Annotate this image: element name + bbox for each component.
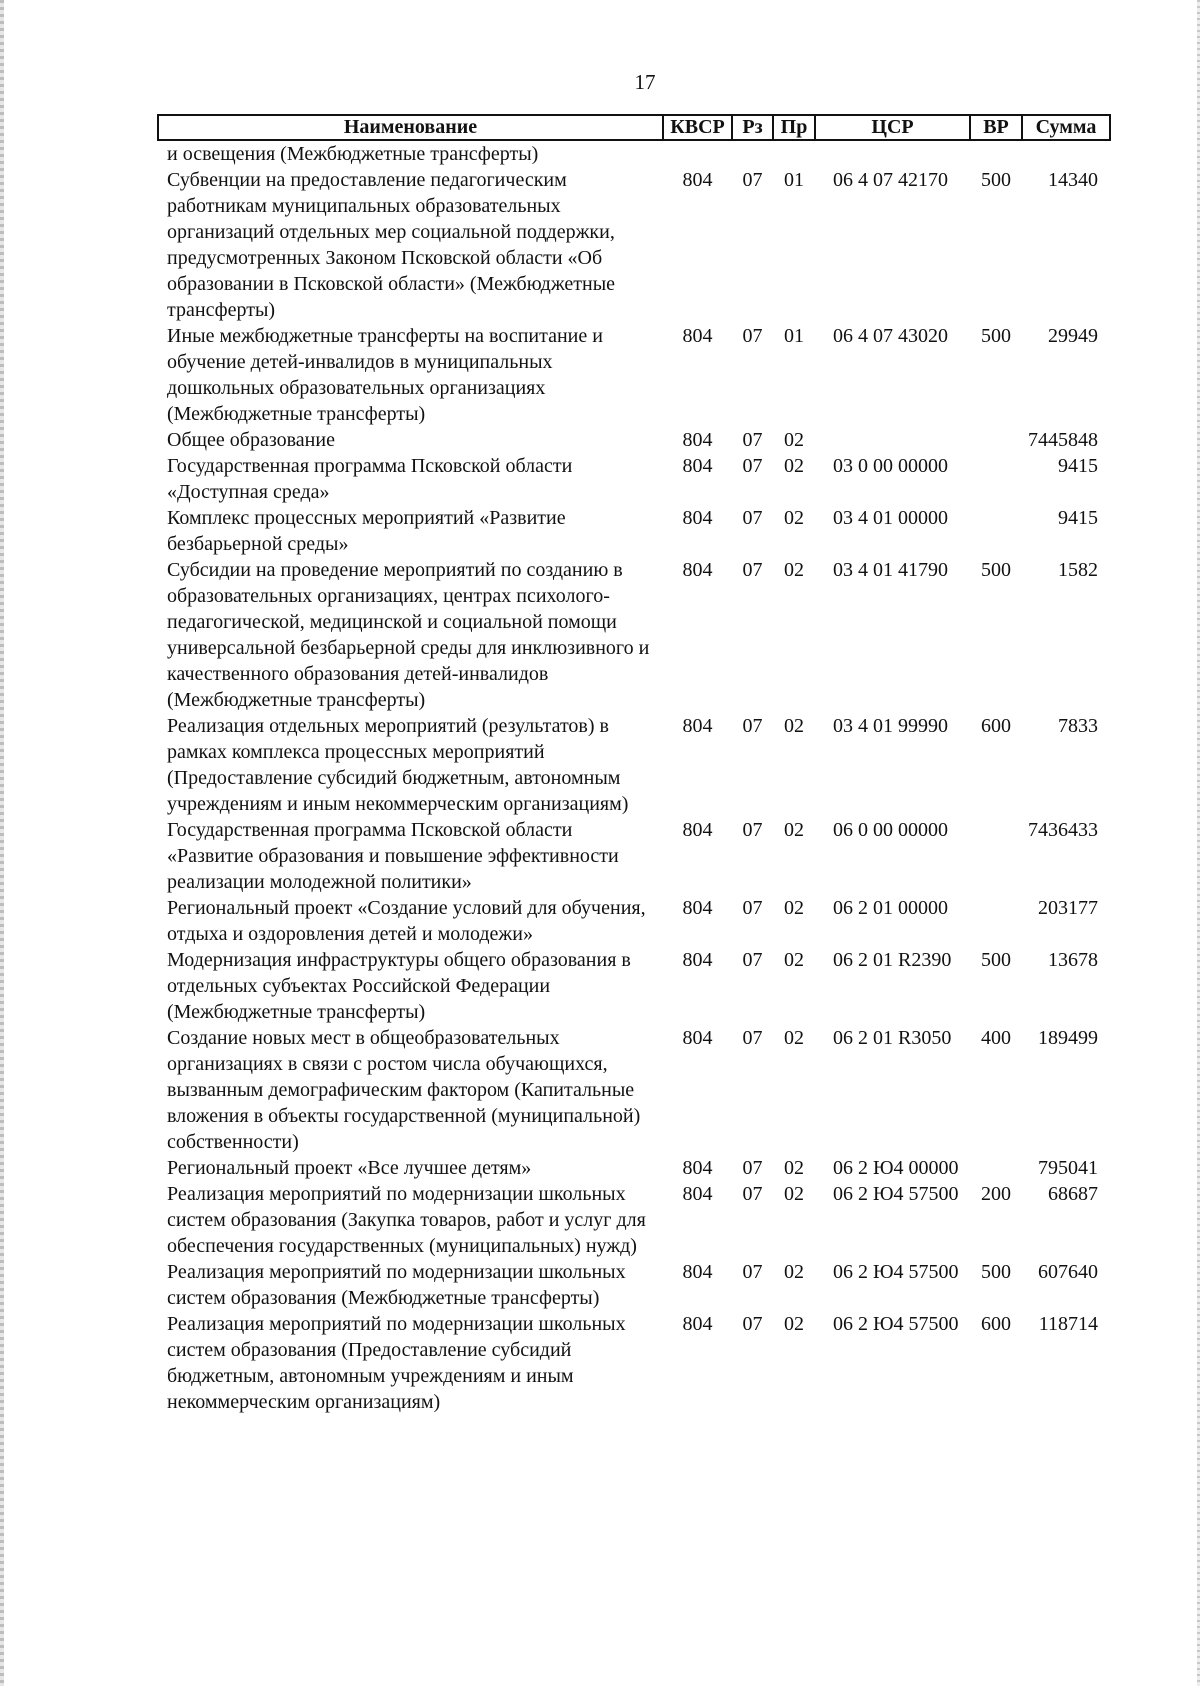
- cell-sum: 1582: [1058, 559, 1098, 581]
- table-row: [158, 1155, 1110, 1181]
- cell-name: Реализация отдельных мероприятий (результатов) в рамках комплекса процессных мероприятий (Предоставление субсидий бюджетным, автономным учреждениям и иным некоммерческим организациям): [167, 715, 629, 815]
- cell-kvsr: 804: [682, 1027, 713, 1049]
- cell-vr: 500: [981, 1261, 1011, 1283]
- cell-csr: 06 2 01 R3050: [833, 1027, 952, 1049]
- cell-kvsr: 804: [682, 897, 713, 919]
- cell-name: Субсидии на проведение мероприятий по созданию в образовательных организациях, центрах психолого-педагогической, медицинской и социальной помощи универсальной безбарьерной среды для инклюзивного и качественного образования детей-инвалидов (Межбюджетные трансферты): [167, 559, 650, 711]
- cell-vr: 500: [981, 949, 1011, 971]
- table-row: [158, 947, 1110, 1025]
- cell-rz: 07: [742, 1157, 763, 1179]
- cell-kvsr: 804: [682, 1183, 713, 1205]
- table-header-row: [158, 115, 1110, 140]
- cell-name: Реализация мероприятий по модернизации школьных систем образования (Предоставление субсидий бюджетным, автономным учреждениям и иным некоммерческим организациям): [167, 1313, 626, 1413]
- cell-csr: 03 4 01 99990: [833, 715, 948, 737]
- cell-kvsr: 804: [682, 1261, 713, 1283]
- cell-name: Реализация мероприятий по модернизации школьных систем образования (Закупка товаров, работ и услуг для обеспечения государственных (муниципальных) нужд): [167, 1183, 646, 1257]
- cell-sum: 14340: [1048, 169, 1098, 191]
- cell-csr: 03 4 01 00000: [833, 507, 948, 529]
- cell-rz: 07: [742, 949, 763, 971]
- header-name: Наименование: [158, 115, 663, 140]
- cell-name: и освещения (Межбюджетные трансферты): [167, 143, 539, 165]
- cell-vr: 600: [981, 1313, 1011, 1335]
- cell-sum: 7833: [1058, 715, 1098, 737]
- cell-csr: 06 4 07 43020: [833, 325, 948, 347]
- cell-vr: [970, 505, 1022, 557]
- cell-sum: 795041: [1038, 1157, 1098, 1179]
- scan-edge-left: [0, 0, 4, 1686]
- cell-pr: 02: [784, 429, 804, 451]
- cell-kvsr: 804: [682, 507, 713, 529]
- cell-csr: 03 4 01 41790: [833, 559, 948, 581]
- page-number: 17: [634, 70, 656, 94]
- cell-name: Иные межбюджетные трансферты на воспитание и обучение детей-инвалидов в муниципальных дошкольных образовательных организациях (Межбюджетные трансферты): [167, 325, 603, 425]
- cell-rz: 07: [742, 1183, 763, 1205]
- cell-vr: [970, 140, 1022, 167]
- table-row: [158, 453, 1110, 505]
- cell-sum: 68687: [1048, 1183, 1098, 1205]
- cell-csr: 06 2 Ю4 57500: [833, 1313, 959, 1335]
- table-row: [158, 427, 1110, 453]
- cell-pr: 02: [784, 897, 804, 919]
- table-row: [158, 817, 1110, 895]
- cell-pr: 01: [784, 325, 804, 347]
- cell-kvsr: 804: [682, 559, 713, 581]
- cell-sum: 203177: [1038, 897, 1098, 919]
- cell-pr: 02: [784, 715, 804, 737]
- cell-sum: [1022, 140, 1110, 167]
- table-row: [158, 323, 1110, 427]
- cell-kvsr: 804: [682, 715, 713, 737]
- cell-rz: 07: [742, 455, 763, 477]
- cell-vr: 200: [981, 1183, 1011, 1205]
- table-row: [158, 557, 1110, 713]
- cell-rz: 07: [742, 559, 763, 581]
- cell-sum: 13678: [1048, 949, 1098, 971]
- cell-rz: 07: [742, 429, 763, 451]
- cell-csr: 06 2 01 R2390: [833, 949, 952, 971]
- cell-kvsr: [663, 140, 732, 167]
- cell-csr: 06 2 Ю4 00000: [833, 1157, 959, 1179]
- cell-sum: 189499: [1038, 1027, 1098, 1049]
- cell-vr: [970, 817, 1022, 895]
- cell-pr: [773, 140, 815, 167]
- cell-kvsr: 804: [682, 1157, 713, 1179]
- cell-vr: 600: [981, 715, 1011, 737]
- cell-name: Субвенции на предоставление педагогическим работникам муниципальных образовательных организаций отдельных мер социальной поддержки, предусмотренных Законом Псковской области «Об образовании в Псковской области» (Межбюджетные трансферты): [167, 169, 616, 321]
- table-row: [158, 167, 1110, 323]
- cell-csr: 06 2 Ю4 57500: [833, 1183, 959, 1205]
- cell-rz: 07: [742, 715, 763, 737]
- cell-rz: 07: [742, 819, 763, 841]
- table-row: [158, 713, 1110, 817]
- cell-vr: [970, 453, 1022, 505]
- header-sum: Сумма: [1022, 115, 1110, 140]
- cell-csr: [815, 427, 970, 453]
- cell-pr: 02: [784, 507, 804, 529]
- header-csr: ЦСР: [815, 115, 970, 140]
- header-kvsr: КВСР: [663, 115, 732, 140]
- table-body: [158, 140, 1110, 1415]
- cell-csr: 03 0 00 00000: [833, 455, 948, 477]
- cell-vr: 500: [981, 559, 1011, 581]
- cell-vr: 500: [981, 169, 1011, 191]
- cell-sum: 607640: [1038, 1261, 1098, 1283]
- table-row: [158, 1259, 1110, 1311]
- cell-kvsr: 804: [682, 169, 713, 191]
- cell-rz: 07: [742, 1261, 763, 1283]
- cell-pr: 02: [784, 455, 804, 477]
- cell-csr: 06 2 Ю4 57500: [833, 1261, 959, 1283]
- cell-name: Комплекс процессных мероприятий «Развитие безбарьерной среды»: [167, 507, 566, 555]
- cell-pr: 02: [784, 1183, 804, 1205]
- cell-name: Региональный проект «Создание условий для обучения, отдыха и оздоровления детей и молодежи»: [167, 897, 646, 945]
- cell-name: Реализация мероприятий по модернизации школьных систем образования (Межбюджетные трансферты): [167, 1261, 626, 1309]
- cell-kvsr: 804: [682, 325, 713, 347]
- cell-kvsr: 804: [682, 949, 713, 971]
- table-row: [158, 1025, 1110, 1155]
- cell-rz: 07: [742, 1313, 763, 1335]
- cell-sum: 7436433: [1028, 819, 1098, 841]
- table-row: [158, 140, 1110, 167]
- cell-pr: 01: [784, 169, 804, 191]
- cell-vr: 400: [981, 1027, 1011, 1049]
- header-vr: ВР: [970, 115, 1022, 140]
- table-row: [158, 1181, 1110, 1259]
- cell-csr: 06 4 07 42170: [833, 169, 948, 191]
- cell-vr: [970, 427, 1022, 453]
- cell-sum: 29949: [1048, 325, 1098, 347]
- header-rz: Рз: [732, 115, 773, 140]
- table-row: [158, 895, 1110, 947]
- cell-csr: [815, 140, 970, 167]
- cell-kvsr: 804: [682, 1313, 713, 1335]
- table-row: [158, 1311, 1110, 1415]
- header-pr: Пр: [773, 115, 815, 140]
- cell-sum: 9415: [1058, 455, 1098, 477]
- budget-table: [157, 114, 1111, 1415]
- cell-sum: 118714: [1038, 1313, 1098, 1335]
- cell-csr: 06 2 01 00000: [833, 897, 948, 919]
- cell-rz: 07: [742, 507, 763, 529]
- cell-name: Региональный проект «Все лучшее детям»: [167, 1157, 532, 1179]
- cell-name: Государственная программа Псковской области «Развитие образования и повышение эффективности реализации молодежной политики»: [167, 819, 619, 893]
- cell-rz: 07: [742, 169, 763, 191]
- cell-sum: 9415: [1058, 507, 1098, 529]
- cell-sum: 7445848: [1028, 429, 1098, 451]
- cell-pr: 02: [784, 819, 804, 841]
- cell-pr: 02: [784, 1157, 804, 1179]
- cell-pr: 02: [784, 1027, 804, 1049]
- cell-kvsr: 804: [682, 819, 713, 841]
- cell-rz: 07: [742, 1027, 763, 1049]
- cell-csr: 06 0 00 00000: [833, 819, 948, 841]
- cell-pr: 02: [784, 1261, 804, 1283]
- cell-rz: 07: [742, 325, 763, 347]
- cell-vr: [970, 895, 1022, 947]
- cell-name: Общее образование: [167, 429, 335, 451]
- cell-name: Создание новых мест в общеобразовательных организациях в связи с ростом числа обучающихся, вызванным демографическим фактором (Капитальные вложения в объекты государственной (муниципальной) собственности): [167, 1027, 641, 1153]
- cell-pr: 02: [784, 559, 804, 581]
- cell-rz: 07: [742, 897, 763, 919]
- cell-kvsr: 804: [682, 429, 713, 451]
- cell-kvsr: 804: [682, 455, 713, 477]
- cell-name: Государственная программа Псковской области «Доступная среда»: [167, 455, 573, 503]
- table-row: [158, 505, 1110, 557]
- cell-pr: 02: [784, 1313, 804, 1335]
- cell-vr: [970, 1155, 1022, 1181]
- cell-rz: [732, 140, 773, 167]
- cell-pr: 02: [784, 949, 804, 971]
- cell-vr: 500: [981, 325, 1011, 347]
- cell-name: Модернизация инфраструктуры общего образования в отдельных субъектах Российской Федерации (Межбюджетные трансферты): [167, 949, 631, 1023]
